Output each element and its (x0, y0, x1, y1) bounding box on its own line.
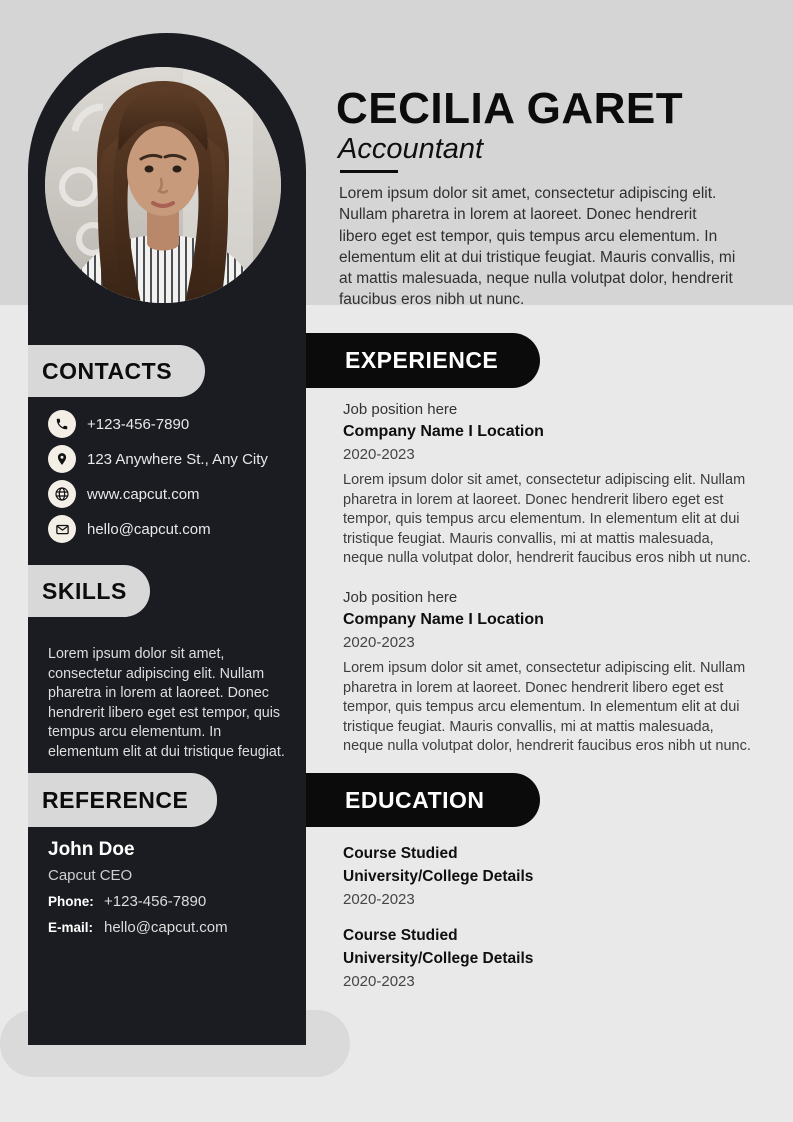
phone-icon (48, 410, 76, 438)
reference-phone-row (48, 893, 294, 910)
profile-photo (45, 67, 281, 303)
reference-phone-value: +123-456-7890 (104, 893, 207, 910)
university-details: University/College Details (343, 950, 534, 967)
job-position: Job position here (343, 401, 458, 418)
experience-entry (343, 401, 751, 569)
location-icon (48, 445, 76, 473)
experience-title: EXPERIENCE (345, 347, 499, 373)
skills-text: Lorem ipsum dolor sit amet, consectetur adipiscing elit. Nullam pharetra in lorem at laoreet. Donec hendrerit libero eget est tempor, quis tempus arcu elementum. In elementum elit at dui tristique feugiat. (48, 646, 285, 760)
education-entry (343, 845, 643, 908)
course-name: Course Studied (343, 927, 458, 944)
reference-email-row (48, 919, 294, 936)
study-years: 2020-2023 (343, 891, 415, 908)
reference-block (48, 839, 294, 936)
job-description: Lorem ipsum dolor sit amet, consectetur adipiscing elit. Nullam pharetra in lorem at laoreet. Donec hendrerit libero eget est tempor, quis tempus arcu elementum. In elementum elit at dui tristique feugiat. Mauris convallis, mi at mattis malesuada, neque nulla volutpat dolor, hendrerit faucibus eros nibh ut nunc. (343, 660, 751, 754)
contact-item-address (48, 445, 294, 473)
contact-item-website[interactable] (48, 480, 294, 508)
university-details: University/College Details (343, 868, 534, 885)
phone-value: +123-456-7890 (87, 415, 190, 433)
contacts-title: CONTACTS (42, 357, 173, 384)
email-icon (48, 515, 76, 543)
sidebar (28, 33, 306, 1045)
title-underline (340, 170, 398, 173)
reference-name: John Doe (48, 839, 135, 860)
skills-title: SKILLS (42, 577, 127, 604)
profile-summary: Lorem ipsum dolor sit amet, consectetur adipiscing elit. Nullam pharetra in lorem at laoreet. Donec hendrerit libero eget est tempor, quis tempus arcu elementum. In elementum elit at dui tristique feugiat. Mauris convallis, mi at mattis malesuada, neque nulla volutpat dolor, hendrerit faucibus eros nibh ut nunc. (339, 185, 736, 309)
experience-entry (343, 589, 751, 757)
skills-section-header (28, 565, 150, 617)
contact-item-email[interactable] (48, 515, 294, 543)
work-years: 2020-2023 (343, 634, 415, 651)
experience-section-header (306, 333, 540, 388)
job-title: Accountant (338, 133, 484, 165)
page-title-name: CECILIA GARET (336, 84, 684, 133)
reference-email-label: E-mail: (48, 920, 94, 935)
education-entry (343, 927, 643, 990)
reference-role: Capcut CEO (48, 867, 133, 884)
education-title: EDUCATION (345, 786, 485, 813)
company-name: Company Name I Location (343, 611, 544, 628)
portrait-illustration (45, 67, 281, 303)
work-years: 2020-2023 (343, 446, 415, 463)
contact-item-phone (48, 410, 294, 438)
education-section-header (306, 773, 540, 827)
contacts-list (48, 410, 294, 543)
reference-title: REFERENCE (42, 786, 189, 813)
email-value[interactable]: hello@capcut.com (87, 520, 211, 538)
address-value: 123 Anywhere St., Any City (87, 450, 268, 468)
website-value[interactable]: www.capcut.com (87, 485, 200, 503)
job-position: Job position here (343, 589, 458, 606)
job-description: Lorem ipsum dolor sit amet, consectetur adipiscing elit. Nullam pharetra in lorem at laoreet. Donec hendrerit libero eget est tempor, quis tempus arcu elementum. In elementum elit at dui tristique feugiat. Mauris convallis, mi at mattis malesuada, neque nulla volutpat dolor, hendrerit faucibus eros nibh ut nunc. (343, 472, 751, 566)
course-name: Course Studied (343, 845, 458, 862)
reference-phone-label: Phone: (48, 894, 94, 909)
globe-icon (48, 480, 76, 508)
reference-email-value[interactable]: hello@capcut.com (104, 919, 228, 936)
reference-section-header (28, 773, 217, 827)
study-years: 2020-2023 (343, 973, 415, 990)
company-name: Company Name I Location (343, 423, 544, 440)
contacts-section-header (28, 345, 205, 397)
